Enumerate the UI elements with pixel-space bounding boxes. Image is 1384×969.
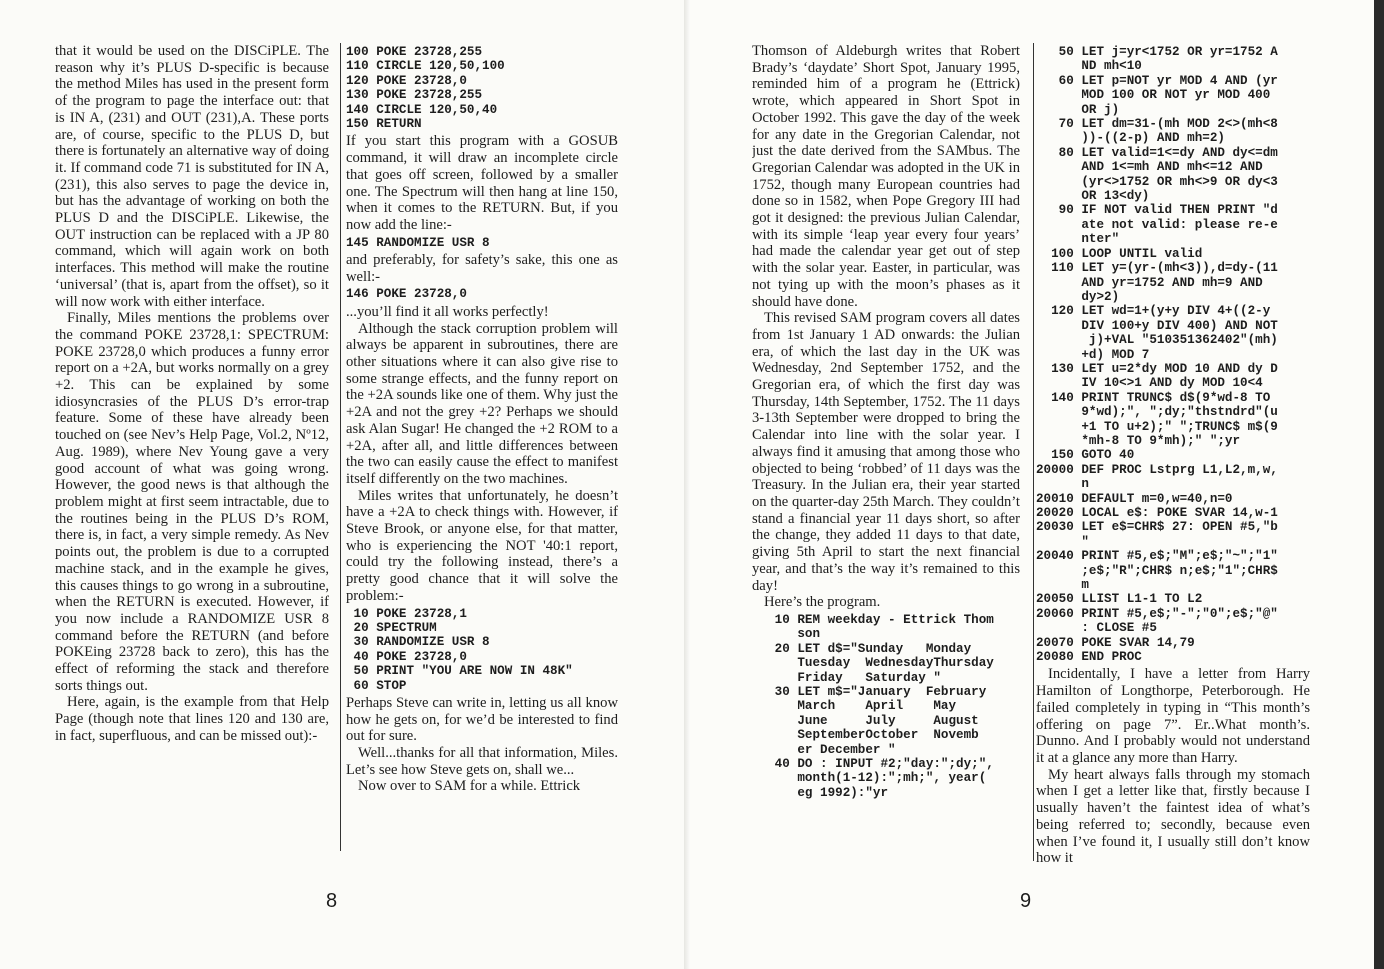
paragraph: Finally, Miles mentions the problems over the command POKE 23728,1: SPECTRUM: POKE 23728,0 which produces a funny error report on a +2A, but works normally on a grey +2. This can be explained by some idiosyncrasies of the PLUS D’s error-trap feature. Some of these have already been touched on (see Nev’s Help Page, Vol.2, Nº12, Aug. 1989), where Nev Young gave a very good account of what was going wrong. However, the good news is that although the problem might at first seem intractable, due to the routines being in the PLUS D’s ROM, there is, in fact, a very simple remedy. As Nev points out, the problem is due to a corrupted machine stack, and in the example he gives, this causes things to go wrong in a subroutine, when the RETURN is executed. However, if you now include a RANDOMIZE USR 8 command before the RETURN (and before POKEing 23728 back to zero), this has the effect of reforming the stack and therefore sorts things out. — [55, 310, 329, 694]
paragraph: Here, again, is the example from that Help Page (though note that lines 120 and 130 are, in fact, superfluous, and can be missed out):- — [55, 694, 329, 744]
right-page — [690, 0, 1384, 969]
paragraph: ...you’ll find it all works perfectly! — [346, 303, 549, 320]
right-column-2 — [1036, 43, 1310, 868]
code-listing: 146 POKE 23728,0 — [346, 287, 467, 302]
page-number-left: 8 — [326, 890, 338, 912]
code-listing: 50 LET j=yr<1752 OR yr=1752 A ND mh<10 60 LET p=NOT yr MOD 4 AND (yr MOD 100 OR NOT yr MOD 400 OR j) 70 LET dm=31-(mh MOD 2<>(mh<8 ))-((2-p) AND mh=2) 80 LET valid=1<=dy AND dy<=dm AND 1<=mh AND mh<=12 AND (yr<>1752 OR mh<>9 OR dy<3 OR 13<dy) 90 IF NOT valid THEN PRINT "d ate not valid: please re-e nter" 100 LOOP UNTIL valid 110 LET y=(yr-(mh<3)),d=dy-(11 AND yr=1752 AND mh=9 AND dy>2) 120 LET wd=1+(y+y DIV 4+((2-y DIV 100+y DIV 400) AND NOT j)+VAL "510351362402"(mh) +d) MOD 7 130 LET u=2*dy MOD 10 AND dy D IV 10<>1 AND dy MOD 10<4 140 PRINT TRUNC$ d$(9*wd-8 TO 9*wd);", ";dy;"thstndrd"(u +1 TO u+2);" ";TRUNC$ m$(9 *mh-8 TO 9*mh);" ";yr 150 GOTO 40 20000 DEF PROC Lstprg L1,L2,m,w, n 20010 DEFAULT m=0,w=40,n=0 20020 LOCAL e$: POKE SVAR 14,w-1 20030 LET e$=CHR$ 27: OPEN #5,"b " 20040 PRINT #5,e$;"M";e$;"~";"1" ;e$;"R";CHR$ n;e$;"1";CHR$ m 20050 LLIST L1-1 TO L2 20060 PRINT #5,e$;"-";"0";e$;"@" : CLOSE #5 20070 POKE SVAR 14,79 20080 END PROC — [1036, 45, 1278, 665]
paragraph: and preferably, for safety’s sake, this one as well:- — [346, 252, 618, 285]
paragraph: that it would be used on the DISCiPLE. The reason why it’s PLUS D-specific is because the method Miles has used in the present form of the program to page the interface out: that is IN A, (231) and OUT (231),A. These ports are, of course, specific to the PLUS D, but there is fortunately an alternative way of doing it. If command code 71 is substituted for IN A,(231), this also serves to page the device in, but has the advantage of working on both the PLUS D and the DISCiPLE. Likewise, the OUT instruction can be replaced with a JP 80 command, which will again work on both interfaces. This method will make the routine ‘universal’ (that is, apart from the offset), so it will now work with either interface. — [55, 43, 329, 310]
paragraph: Thomson of Aldeburgh writes that Robert Brady’s ‘daydate’ Short Spot, January 1995, reminded him of a program he (Ettrick) wrote, which appeared in Short Spot in October 1992. This gave the day of the week for any date in the Gregorian Calendar, not just the date derived from the SAMbus. The Gregorian Calendar was adopted in the UK in 1752, though many European countries had done so in 1582, when Pope Gregory III had got it designed: the previous Julian Calendar, with its simple ‘leap year every four years’ had made the calendar year get out of step with the solar year. Easter, in particular, was not tying up with the moon’s phases as it should have done. — [752, 43, 1020, 310]
column-divider — [1033, 43, 1034, 861]
page-edge-shadow — [1374, 0, 1384, 969]
code-listing: 100 POKE 23728,255 110 CIRCLE 120,50,100 120 POKE 23728,0 130 POKE 23728,255 140 CIRCLE 120,50,40 150 RETURN — [346, 45, 505, 132]
paragraph: This revised SAM program covers all dates from 1st January 1 AD onwards: the Julian era, of which the last day in the UK was Wednesday, 2nd September 1752, and the Gregorian era, of which the first day was Thursday, 14th September, 1752. The 11 days 3-13th September were dropped to bring the Calendar into line with the solar year. I always find it amusing that among those who objected to being ‘robbed’ of 11 days was the Treasury. In the Julian era, their year started on the quarter-day 25th March. They couldn’t stand a financial year 11 days short, so after the change, they added 11 days to that date, giving 5th April to start the next financial year, and that’s the way it’s remained to this day! — [752, 310, 1020, 594]
paragraph: Although the stack corruption problem will always be apparent in subroutines, there are other situations where it can also give rise to some strange effects, and the funny report on the +2A sounds like one of them. Why just the +2A and not the grey +2? Perhaps we should ask Alan Sugar! He changed the +2 ROM to a +2A, after all, and little differences between the two can easily cause the effect to manifest itself differently on the two machines. — [346, 320, 618, 487]
right-column-1 — [752, 43, 1020, 873]
left-column-1 — [55, 43, 329, 858]
paragraph: Well...thanks for all that information, Miles. Let’s see how Steve gets on, shall we... — [346, 745, 618, 778]
paragraph: Here’s the program. — [764, 594, 881, 611]
code-listing: 10 POKE 23728,1 20 SPECTRUM 30 RANDOMIZE USR 8 40 POKE 23728,0 50 PRINT "YOU ARE NOW IN 48K" 60 STOP — [353, 606, 573, 693]
column-divider — [340, 43, 341, 851]
code-listing: 145 RANDOMIZE USR 8 — [346, 235, 490, 250]
paragraph: Incidentally, I have a letter from Harry Hamilton of Longthorpe, Peterborough. He failed completely in typing in “This month’s offering on page 7”. Er..What month’s. Dunno. And I probably would not understand it at a glance any more than Harry. — [1036, 666, 1310, 766]
code-listing: 10 REM weekday - Ettrick Thom son 20 LET d$="Sunday Monday Tuesday WednesdayThursday Friday Saturday " 30 LET m$="January February March April May June July August SeptemberOctober Novemb er December " 40 DO : INPUT #2;"day:";dy;", month(1-12):";mh;", year( eg 1992):"yr — [774, 612, 994, 800]
left-page — [0, 0, 690, 969]
paragraph: Miles writes that unfortunately, he doesn’t have a +2A to check things with. However, if Steve Brook, or anyone else, for that matter, who is experiencing the NOT '40:1 report, could try the following instead, there’s a pretty good chance that it will solve the problem:- — [346, 487, 618, 604]
paragraph: Perhaps Steve can write in, letting us all know how he gets on, for we’d be interested to find out for sure. — [346, 694, 618, 745]
paragraph: My heart always falls through my stomach when I get a letter like that, firstly because I usually haven’t the faintest idea of what’s being referred to; secondly, because even when I’ve found it, I usually still don’t know how it — [1036, 766, 1310, 867]
paragraph: If you start this program with a GOSUB command, it will draw an incomplete circle that goes off screen, followed by a smaller one. The Spectrum will then hang at line 150, when it comes to the RETURN. But, if you now add the line:- — [346, 133, 618, 233]
page-number-right: 9 — [1020, 890, 1032, 912]
paragraph: Now over to SAM for a while. Ettrick — [358, 778, 581, 795]
left-column-2 — [346, 43, 618, 868]
